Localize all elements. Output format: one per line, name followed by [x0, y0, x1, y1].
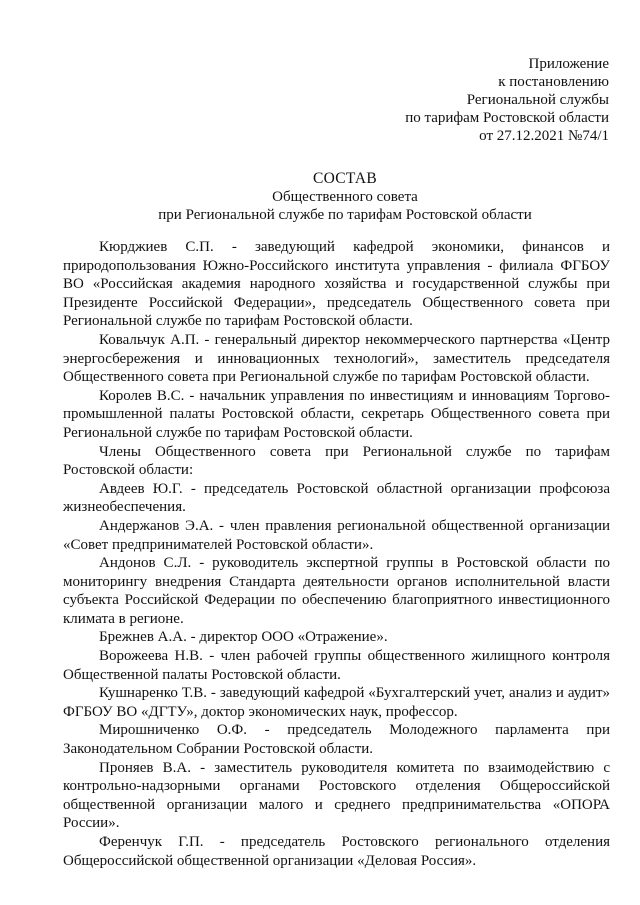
- member-paragraph: Проняев В.А. - заместитель руководителя комитета по взаимодействию с контрольно-надзорными органами Ростовского отделения Общероссийской общественной организации малого и среднего предпринимательства «ОПОРА России».: [63, 759, 610, 832]
- member-paragraph: Кушнаренко Т.В. - заведующий кафедрой «Бухгалтерский учет, анализ и аудит» ФГБОУ ВО «ДГТУ», доктор экономических наук, профессор.: [63, 685, 610, 720]
- document-title: СОСТАВ: [312, 170, 378, 187]
- members-list: [63, 238, 610, 870]
- member-paragraph: Мирошниченко О.Ф. - председатель Молодежного парламента при Законодательном Собрании Ростовской области.: [63, 722, 610, 758]
- member-paragraph: Ковальчук А.П. - генеральный директор некоммерческого партнерства «Центр энергосбережения и инновационных технологий», заместитель председателя Общественного совета при Региональной службе по тарифам Ростовской области.: [63, 331, 610, 386]
- appendix-line: к постановлению: [498, 74, 609, 90]
- member-paragraph: Ференчук Г.П. - председатель Ростовского регионального отделения Общероссийской общественной организации «Деловая Россия».: [63, 834, 610, 869]
- members-intro: Члены Общественного совета при Региональной службе по тарифам Ростовской области:: [63, 443, 610, 479]
- member-paragraph: Андержанов Э.А. - член правления региональной общественной организации «Совет предпринимателей Ростовской области».: [63, 517, 610, 553]
- appendix-line: от 27.12.2021 №74/1: [479, 128, 609, 144]
- document-subtitle: при Региональной службе по тарифам Ростовской области: [158, 207, 532, 223]
- document-subtitle: Общественного совета: [272, 189, 418, 205]
- appendix-line: Приложение: [528, 56, 609, 72]
- appendix-reference: [405, 55, 609, 145]
- member-paragraph: Андонов С.Л. - руководитель экспертной группы в Ростовской области по мониторингу внедрения Стандарта деятельности органов исполнительной власти субъекта Российской Федерации по обеспечению благоприятного инвестиционного климата в регионе.: [63, 555, 610, 627]
- member-paragraph: Ворожеева Н.В. - член рабочей группы общественного жилищного контроля Общественной палаты Ростовской области.: [63, 648, 610, 683]
- document-heading: [60, 170, 630, 224]
- member-paragraph: Авдеев Ю.Г. - председатель Ростовской областной организации профсоюза жизнеобеспечения.: [63, 480, 610, 516]
- appendix-line: по тарифам Ростовской области: [405, 110, 609, 126]
- appendix-line: Региональной службы: [466, 92, 609, 108]
- member-paragraph: Кюрджиев С.П. - заведующий кафедрой экономики, финансов и природопользования Южно-Российского института управления - филиала ФГБОУ ВО «Российская академия народного хозяйства и государственной службы при Президенте Российской Федерации», председатель Общественного совета при Региональной службе по тарифам Ростовской области.: [63, 239, 610, 330]
- member-paragraph: Королев В.С. - начальник управления по инвестициям и инновациям Торгово-промышленной палаты Ростовской области, секретарь Общественного совета при Региональной службе по тарифам Ростовской области.: [63, 387, 610, 441]
- member-paragraph: Брежнев А.А. - директор ООО «Отражение».: [99, 629, 388, 646]
